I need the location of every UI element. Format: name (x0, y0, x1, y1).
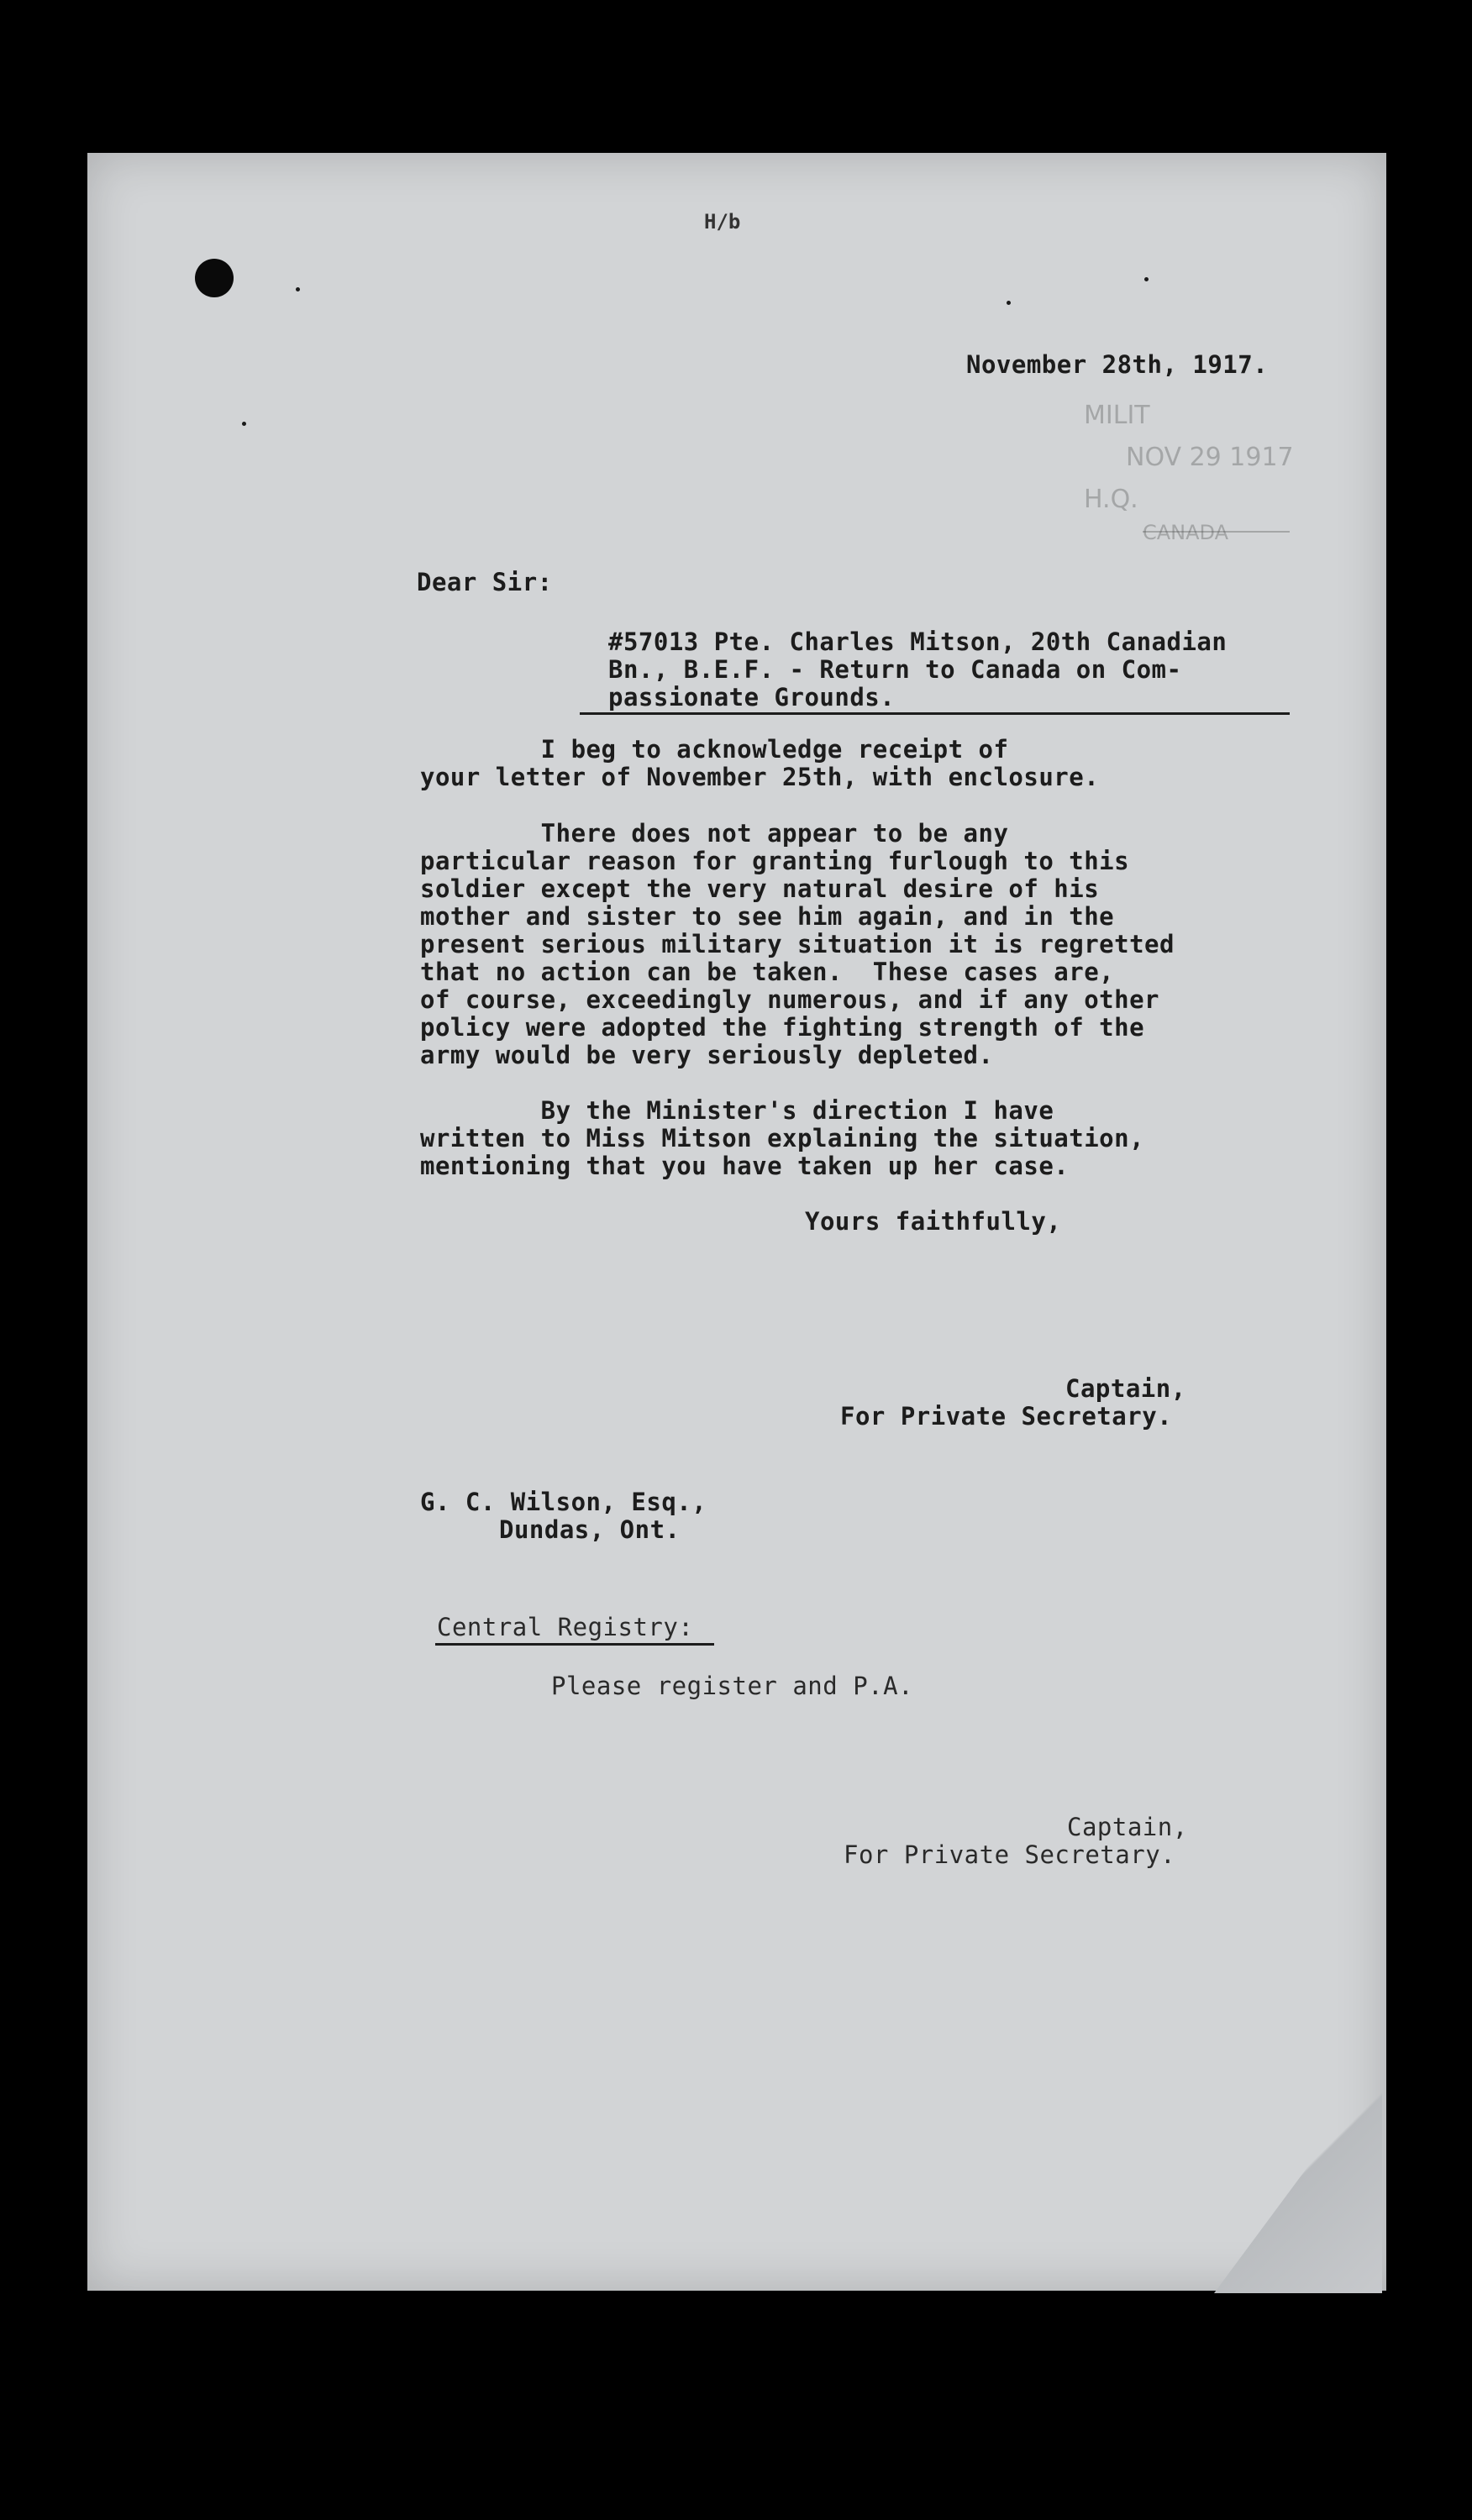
paragraph2-line-1: There does not appear to be any (420, 819, 1009, 848)
paragraph2-line-7: of course, exceedingly numerous, and if any other (420, 985, 1160, 1014)
letter-date: November 28th, 1917. (966, 350, 1269, 379)
addressee-place: Dundas, Ont. (499, 1515, 681, 1544)
signature2-title: For Private Secretary. (844, 1840, 1176, 1869)
stamp-line-2: NOV 29 1917 (1126, 443, 1294, 472)
received-stamp (1084, 395, 1327, 563)
paragraph2-line-9: army would be very seriously depleted. (420, 1041, 994, 1069)
paragraph1-line-2: your letter of November 25th, with enclosure. (420, 763, 1100, 791)
signature2-rank: Captain, (1067, 1813, 1188, 1841)
paragraph2-line-2: particular reason for granting furlough to this (420, 847, 1130, 875)
addressee-name: G. C. Wilson, Esq., (420, 1488, 707, 1516)
paragraph3-line-2: written to Miss Mitson explaining the situation, (420, 1124, 1145, 1152)
paragraph3-line-1: By the Minister's direction I have (420, 1096, 1054, 1125)
registry-heading: Central Registry: (437, 1613, 694, 1641)
subject-line-1: #57013 Pte. Charles Mitson, 20th Canadian (608, 627, 1228, 656)
subject-underline (580, 712, 1290, 715)
paragraph2-line-6: that no action can be taken. These cases are, (420, 958, 1115, 986)
punch-hole (195, 259, 234, 297)
signature1-title: For Private Secretary. (840, 1402, 1173, 1431)
stamp-line-3: H.Q. (1084, 485, 1138, 514)
paragraph1-line-1: I beg to acknowledge receipt of (420, 735, 1009, 764)
registry-underline (435, 1643, 714, 1646)
speck (1144, 277, 1149, 281)
speck (242, 422, 246, 426)
paragraph3-line-3: mentioning that you have taken up her case. (420, 1152, 1070, 1180)
stamp-rule (1143, 531, 1290, 533)
speck (1007, 301, 1011, 305)
registry-instruction: Please register and P.A. (551, 1672, 914, 1700)
paragraph2-line-4: mother and sister to see him again, and in the (420, 902, 1115, 931)
speck (296, 287, 300, 291)
file-mark: H/b (704, 210, 741, 234)
paragraph2-line-3: soldier except the very natural desire of his (420, 874, 1100, 903)
stamp-line-4: CANADA (1143, 521, 1229, 544)
subject-line-2: Bn., B.E.F. - Return to Canada on Com- (608, 655, 1182, 684)
stamp-line-1: MILIT (1084, 401, 1150, 430)
closing: Yours faithfully, (805, 1207, 1062, 1236)
subject-line-3: passionate Grounds. (608, 683, 896, 711)
salutation: Dear Sir: (417, 568, 553, 596)
paragraph2-line-5: present serious military situation it is regretted (420, 930, 1175, 958)
paragraph2-line-8: policy were adopted the fighting strength of the (420, 1013, 1145, 1042)
signature1-rank: Captain, (1065, 1374, 1186, 1403)
